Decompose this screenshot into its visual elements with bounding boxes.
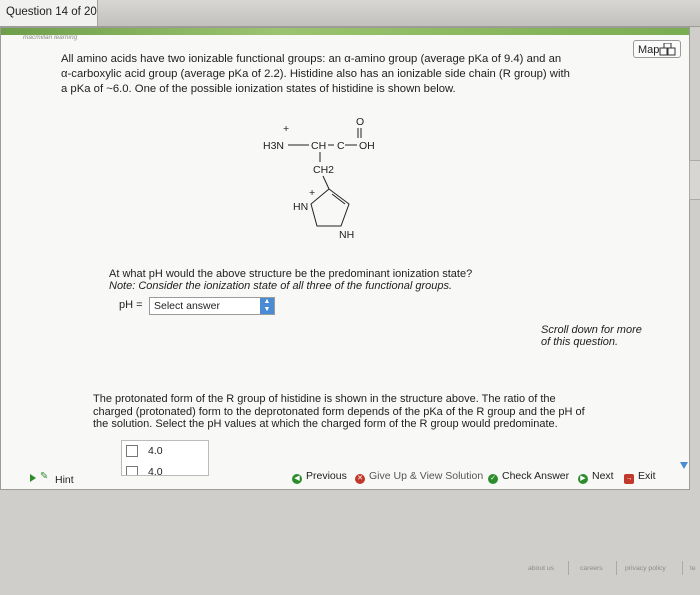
give-up-button[interactable]: [355, 470, 483, 484]
give-up-icon: ✕: [355, 474, 365, 484]
amino-charge: +: [283, 123, 290, 135]
next-label: Next: [592, 470, 614, 482]
terms-link[interactable]: te: [690, 565, 696, 572]
intro-paragraph: [61, 52, 631, 97]
ph-select[interactable]: [149, 297, 275, 315]
ph-choice-list: [121, 440, 209, 476]
oxygen-label: O: [356, 116, 365, 128]
check-answer-label: Check Answer: [502, 470, 570, 482]
previous-icon: ◀: [292, 474, 302, 484]
scroll-hint-line: Scroll down for more: [541, 324, 642, 336]
top-bar: [0, 0, 700, 27]
chevron-updown-icon: ▲ ▼: [260, 298, 274, 314]
exit-label: Exit: [638, 470, 656, 482]
brand-bar: [1, 28, 689, 35]
lightbulb-icon: ✎: [40, 471, 49, 482]
hydroxyl-group: OH: [359, 140, 375, 152]
hint-button[interactable]: Hint: [55, 474, 74, 486]
ring-nh: NH: [339, 229, 355, 241]
question-line: At what pH would the above structure be the predominant ionization state?: [109, 268, 473, 280]
next-button[interactable]: [578, 470, 614, 484]
abc-blocks-icon: [659, 43, 677, 56]
ph-choice-label: 4.0: [148, 445, 163, 457]
rgroup-line: the solution. Select the pH values at which the charged form of the R group would predominate.: [93, 418, 558, 430]
rgroup-line: The protonated form of the R group of histidine is shown in the structure above. The ratio of the: [93, 393, 556, 405]
ring-charge: +: [309, 187, 316, 199]
divider: [568, 561, 569, 575]
carbonyl-carbon: C: [337, 140, 345, 152]
map-label: Map: [638, 44, 660, 56]
exit-icon: →: [625, 475, 633, 482]
intro-line: All amino acids have two ionizable functional groups: an α-amino group (average pKa of 9.4) and an: [61, 53, 562, 65]
checkbox[interactable]: [126, 445, 138, 457]
map-button[interactable]: [633, 40, 681, 58]
ch2-group: CH2: [313, 164, 335, 176]
next-icon: ▶: [578, 474, 588, 484]
privacy-link[interactable]: privacy policy: [625, 565, 666, 572]
question-frame: [0, 27, 690, 490]
divider: [616, 561, 617, 575]
ph-choice[interactable]: [126, 445, 163, 459]
careers-link[interactable]: careers: [580, 565, 603, 572]
rgroup-line: charged (protonated) form to the deprotonated form depends of the pKa of the R group and the pH of: [93, 405, 585, 418]
scroll-hint-line: of this question.: [541, 336, 619, 348]
about-link[interactable]: about us: [528, 565, 555, 572]
ph-label: pH =: [119, 299, 143, 311]
ph-choice-label: 4.0: [148, 466, 163, 476]
expand-arrow-icon[interactable]: [30, 474, 36, 482]
question-text: [109, 268, 579, 292]
amino-group: H3N: [263, 140, 285, 152]
check-answer-button[interactable]: [488, 470, 569, 484]
question-note: Note: Consider the ionization state of all three of the functional groups.: [109, 280, 453, 292]
check-icon: ✓: [488, 474, 498, 484]
histidine-structure: [261, 116, 461, 266]
exit-button[interactable]: [624, 470, 656, 484]
ph-select-value: Select answer: [154, 300, 220, 312]
give-up-label: Give Up & View Solution: [369, 470, 484, 482]
divider: [682, 561, 683, 575]
macmillan-logo: macmillan learning: [23, 34, 78, 41]
question-tab[interactable]: Question 14 of 20: [0, 0, 98, 26]
ph-choice[interactable]: [126, 466, 163, 476]
ring-hn: HN: [293, 201, 309, 213]
side-tab[interactable]: [689, 160, 700, 200]
intro-line: a pKa of ~6.0. One of the possible ionization states of histidine is shown below.: [61, 83, 456, 95]
checkbox[interactable]: [126, 466, 138, 476]
scroll-down-icon[interactable]: [680, 462, 688, 469]
previous-label: Previous: [306, 470, 347, 482]
intro-line: α-carboxylic acid group (average pKa of 2.2). Histidine also has an ionizable side chain (R group) with: [61, 68, 570, 80]
rgroup-paragraph: [93, 393, 633, 431]
scroll-hint: [541, 324, 642, 348]
alpha-carbon: CH: [311, 140, 327, 152]
previous-button[interactable]: [292, 470, 347, 484]
